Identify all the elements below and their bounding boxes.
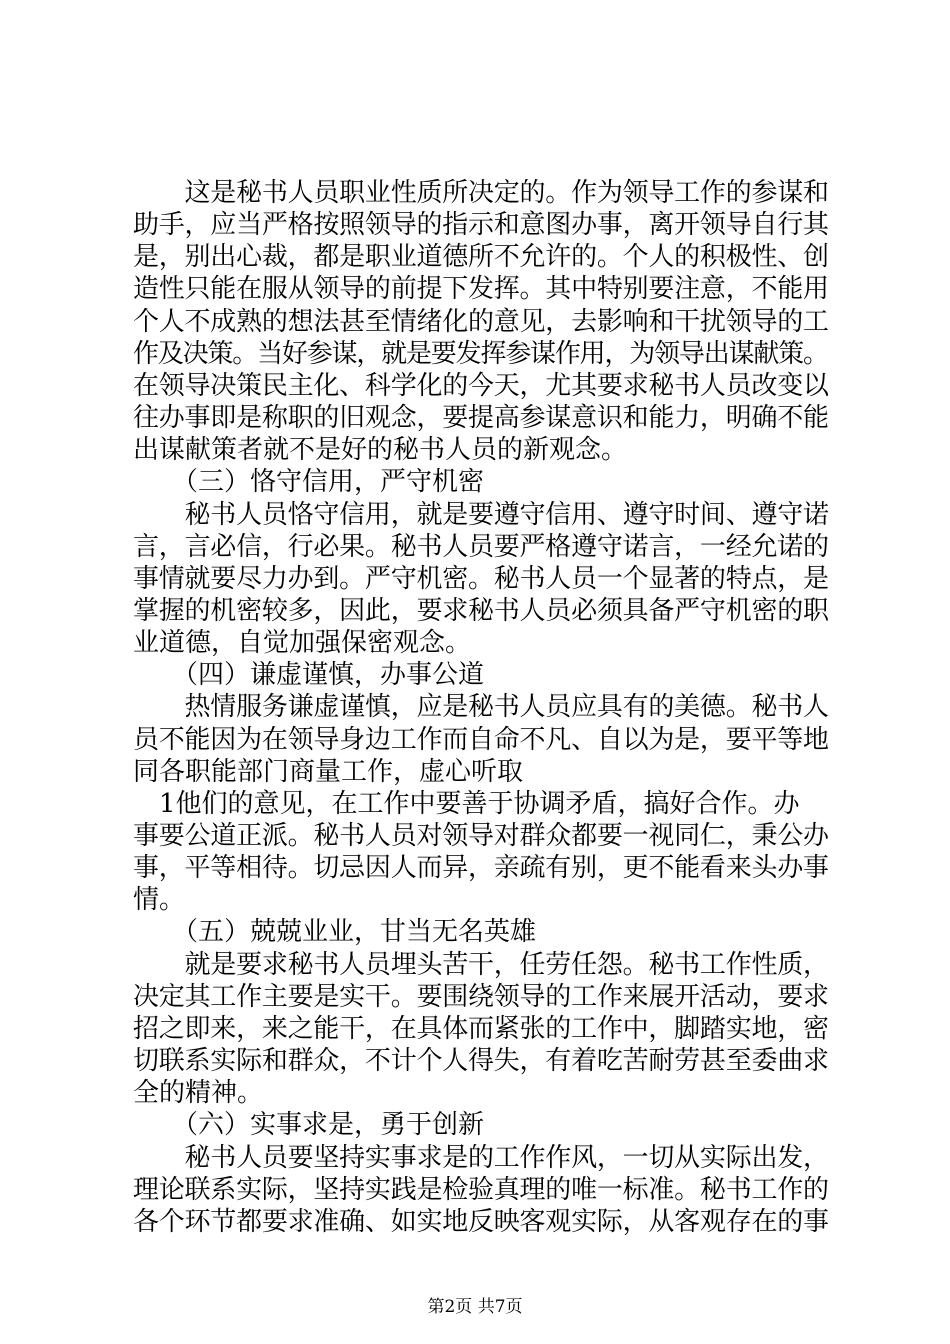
text-line: 理论联系实际，坚持实践是检验真理的唯一标准。秘书工作的: [133, 1174, 829, 1205]
text-line: （三）恪守信用，严守机密: [133, 467, 485, 498]
text-line: 造性只能在服从领导的前提下发挥。其中特别要注意，不能用: [133, 274, 829, 305]
text-line: 各个环节都要求准确、如实地反映客观实际，从客观存在的事: [133, 1206, 829, 1237]
text-line: 事要公道正派。秘书人员对领导对群众都要一视同仁，秉公办: [133, 821, 829, 851]
text-line: 助手，应当严格按照领导的指示和意图办事，离开领导自行其: [133, 210, 829, 241]
text-line: 情。: [133, 885, 186, 916]
text-line: 员不能因为在领导身边工作而自命不凡、自以为是，要平等地: [133, 724, 829, 755]
text-line: 秘书人员恪守信用，就是要遵守信用、遵守时间、遵守诺: [133, 499, 829, 530]
text-line: （六）实事求是，勇于创新: [133, 1110, 485, 1141]
text-line: 作及决策。当好参谋，就是要发挥参谋作用，为领导出谋献策。: [133, 338, 828, 369]
text-line: 事，平等相待。切忌因人而异，亲疏有别，更不能看来头办事: [133, 853, 829, 884]
text-line: 切联系实际和群众，不计个人得失，有着吃苦耐劳甚至委曲求: [133, 1046, 829, 1077]
text-line: 业道德，自觉加强保密观念。: [133, 628, 472, 659]
text-line: 事情就要尽力办到。严守机密。秘书人员一个显著的特点，是: [133, 563, 829, 594]
text-line: 全的精神。: [133, 1078, 264, 1109]
text-line: 是，别出心裁，都是职业道德所不允许的。个人的积极性、创: [133, 242, 829, 273]
text-line: 在领导决策民主化、科学化的今天，尤其要求秘书人员改变以: [133, 370, 829, 401]
text-line: 掌握的机密较多，因此，要求秘书人员必须具备严守机密的职: [133, 595, 829, 626]
text-line: 招之即来，来之能干，在具体而紧张的工作中，脚踏实地，密: [133, 1013, 829, 1044]
text-line: 就是要求秘书人员埋头苦干，任劳任怨。秘书工作性质，: [133, 949, 829, 980]
text-line: （四）谦虚谨慎，办事公道: [133, 660, 485, 691]
text-line: 同各职能部门商量工作，虚心听取: [133, 756, 524, 787]
text-line: 秘书人员要坚持实事求是的工作作风，一切从实际出发，: [133, 1142, 829, 1173]
text-line: 往办事即是称职的旧观念，要提高参谋意识和能力，明确不能: [133, 403, 829, 434]
text-line: 1他们的意见，在工作中要善于协调矛盾，搞好合作。办: [133, 788, 800, 819]
text-line: 个人不成熟的想法甚至情绪化的意见，去影响和干扰领导的工: [133, 306, 829, 337]
text-line: 言，言必信，行必果。秘书人员要严格遵守诺言，一经允诺的: [133, 531, 829, 562]
text-line: 出谋献策者就不是好的秘书人员的新观念。: [133, 435, 628, 466]
page-footer: 第2页 共7页: [427, 1297, 523, 1317]
text-line: （五）兢兢业业，甘当无名英雄: [133, 917, 537, 948]
text-line: 这是秘书人员职业性质所决定的。作为领导工作的参谋和: [133, 178, 829, 208]
text-line: 热情服务谦虚谨慎，应是秘书人员应具有的美德。秘书人: [133, 692, 829, 723]
text-line: 决定其工作主要是实干。要围绕领导的工作来展开活动，要求: [133, 981, 829, 1012]
